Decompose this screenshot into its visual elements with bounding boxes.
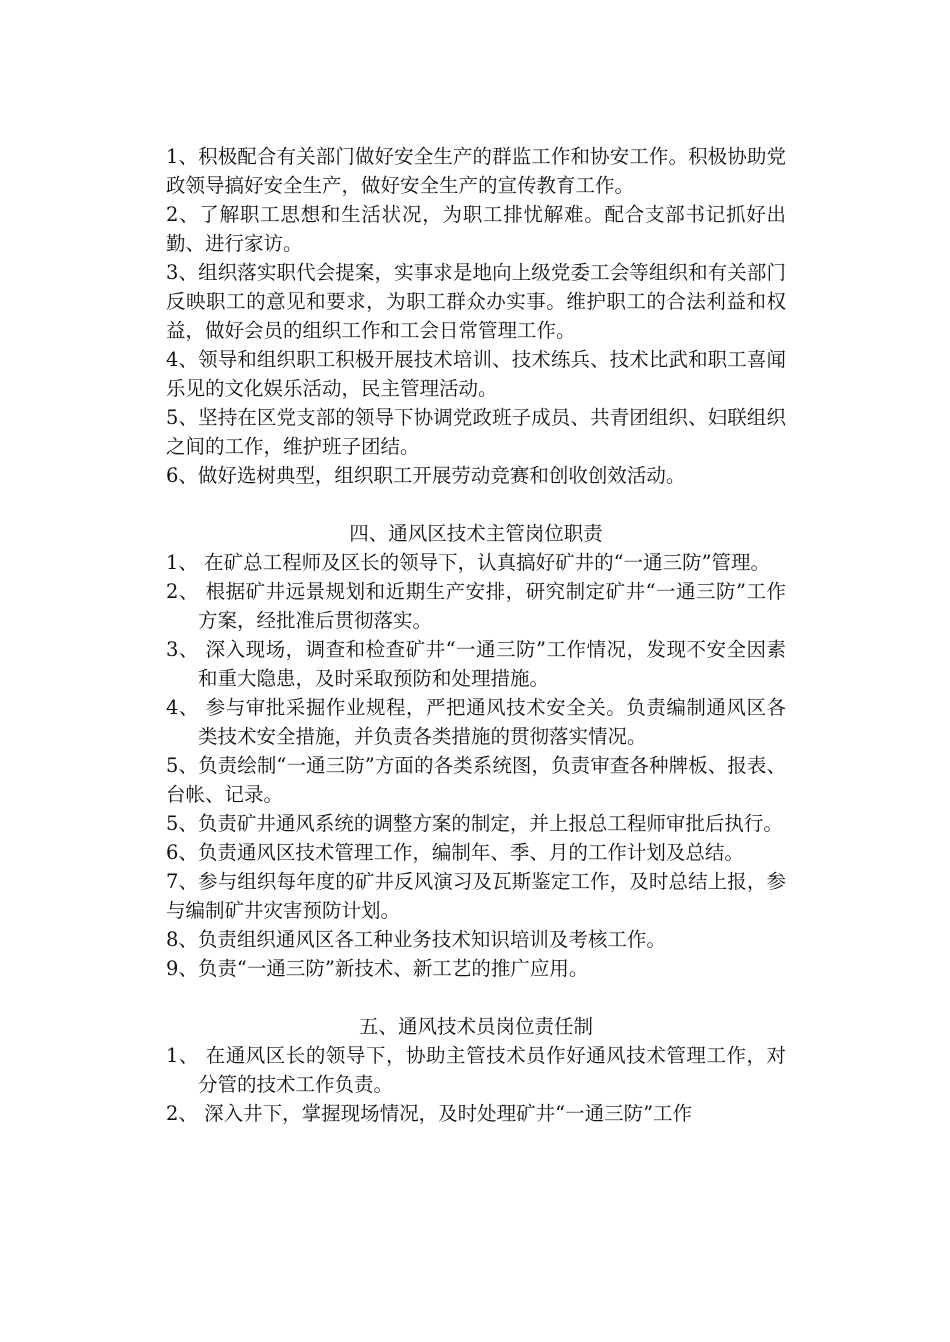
list-item: 6、负责通风区技术管理工作，编制年、季、月的工作计划及总结。 (166, 841, 744, 864)
list-item: 7、参与组织每年度的矿井反风演习及瓦斯鉴定工作，及时总结上报，参与编制矿井灾害预防计划。 (166, 870, 786, 922)
list-item: 2、 深入井下，掌握现场情况，及时处理矿井“一通三防”工作 (166, 1102, 693, 1125)
list-item: 2、 根据矿井远景规划和近期生产安排，研究制定矿井“一通三防”工作方案，经批准后贯彻落实。 (166, 580, 786, 632)
list-item: 6、做好选树典型，组织职工开展劳动竞赛和创收创效活动。 (166, 464, 686, 487)
list-item: 1、积极配合有关部门做好安全生产的群监工作和协安工作。积极协助党政领导搞好安全生产，做好安全生产的宣传教育工作。 (166, 145, 786, 197)
list-item: 5、坚持在区党支部的领导下协调党政班子成员、共青团组织、妇联组织之间的工作，维护班子团结。 (166, 406, 786, 458)
list-item: 9、负责“一通三防”新技术、新工艺的推广应用。 (166, 957, 589, 980)
section-spacer (166, 983, 786, 1012)
list-item: 4、领导和组织职工积极开展技术培训、技术练兵、技术比武和职工喜闻乐见的文化娱乐活动，民主管理活动。 (166, 348, 786, 400)
section-spacer (166, 490, 786, 519)
list-item: 5、负责矿井通风系统的调整方案的制定，并上报总工程师审批后执行。 (166, 812, 783, 835)
list-item: 1、 在通风区长的领导下，协助主管技术员作好通风技术管理工作，对分管的技术工作负责。 (166, 1044, 786, 1096)
list-item: 2、了解职工思想和生活状况，为职工排忧解难。配合支部书记抓好出勤、进行家访。 (166, 203, 786, 255)
list-item: 1、 在矿总工程师及区长的领导下，认真搞好矿井的“一通三防”管理。 (166, 551, 771, 574)
list-item: 3、组织落实职代会提案，实事求是地向上级党委工会等组织和有关部门反映职工的意见和要求，为职工群众办实事。维护职工的合法利益和权益，做好会员的组织工作和工会日常管理工作。 (166, 261, 786, 342)
list-item: 4、 参与审批采掘作业规程，严把通风技术安全关。负责编制通风区各类技术安全措施，并负责各类措施的贯彻落实情况。 (166, 696, 786, 748)
document-page (166, 142, 786, 1128)
list-item: 3、 深入现场，调查和检查矿井“一通三防”工作情况，发现不安全因素和重大隐患，及时采取预防和处理措施。 (166, 638, 786, 690)
section-heading: 四、通风区技术主管岗位职责 (349, 522, 603, 545)
list-item: 8、负责组织通风区各工种业务技术知识培训及考核工作。 (166, 928, 666, 951)
section-heading: 五、通风技术员岗位责任制 (358, 1015, 593, 1038)
list-item: 5、负责绘制“一通三防”方面的各类系统图，负责审查各种牌板、报表、台帐、记录。 (166, 754, 786, 806)
